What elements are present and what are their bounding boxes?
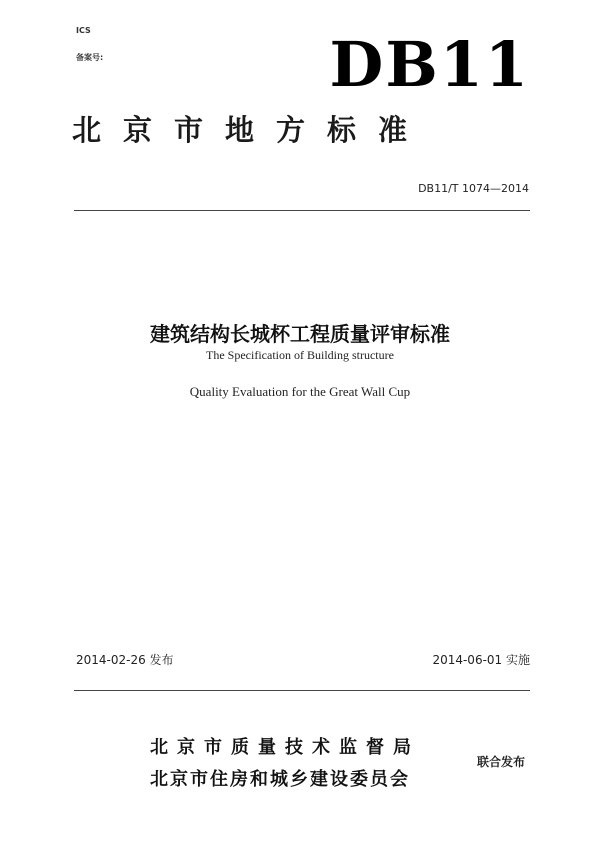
document-title-english-line1: The Specification of Building structure (206, 348, 394, 362)
standard-type-heading: 北京市地方标准 (72, 113, 430, 147)
joint-release-label: 联合发布 (477, 755, 526, 769)
issuer-housing-commission: 北京市住房和城乡建设委员会 (150, 769, 410, 790)
db-standard-mark: DB11 (329, 28, 530, 101)
document-title-english-line2: Quality Evaluation for the Great Wall Cup (189, 384, 411, 399)
issuer-quality-bureau: 北京市质量技术监督局 (150, 737, 420, 758)
issue-date: 2014-02-26 发布 (76, 653, 174, 667)
top-divider (74, 210, 530, 211)
ics-label: ICS (76, 26, 91, 35)
implementation-date: 2014-06-01 实施 (432, 653, 530, 667)
record-number-label: 备案号: (76, 53, 104, 62)
standard-number: DB11/T 1074—2014 (418, 182, 529, 195)
bottom-divider (74, 690, 530, 691)
document-title-chinese: 建筑结构长城杯工程质量评审标准 (150, 322, 450, 346)
